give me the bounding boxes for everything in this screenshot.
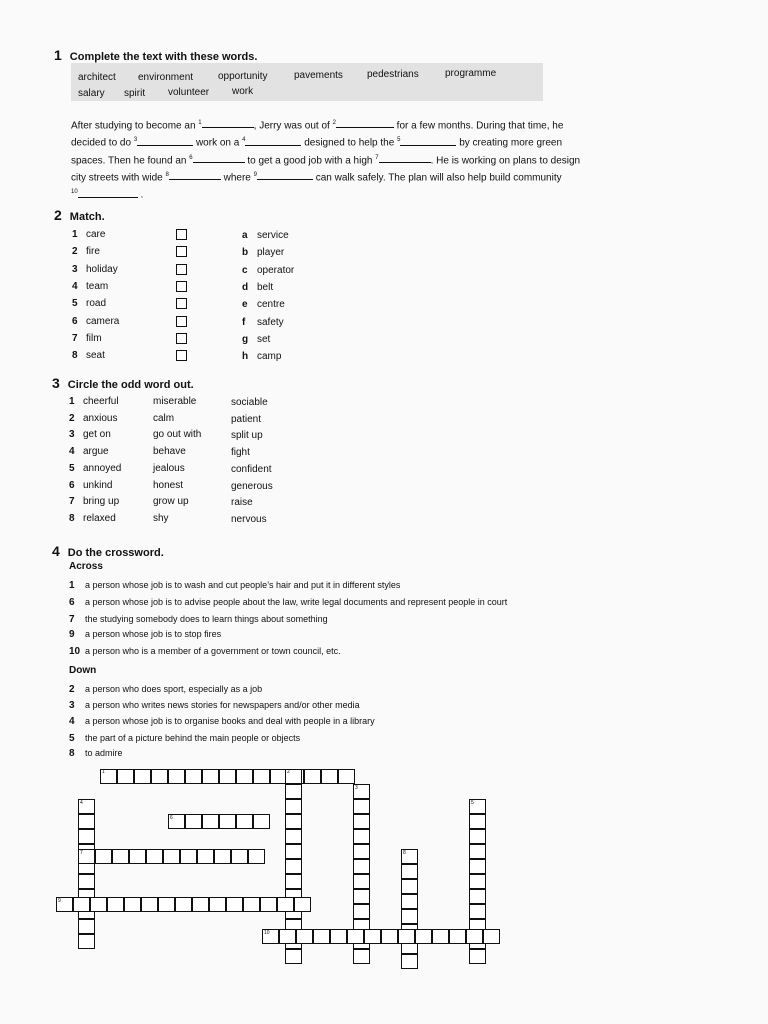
clue-text: a person whose job is to stop fires	[85, 629, 222, 639]
match-left-number: 5	[72, 298, 78, 310]
crossword-cell[interactable]	[353, 874, 370, 889]
crossword-cell-number: 6	[170, 815, 173, 821]
clue-number: 6	[69, 597, 75, 608]
crossword-cell[interactable]	[185, 769, 202, 784]
word-option[interactable]: generous	[231, 480, 273, 492]
crossword-cell[interactable]	[236, 769, 253, 784]
crossword-cell[interactable]	[134, 769, 151, 784]
crossword-cell[interactable]	[219, 769, 236, 784]
crossword-cell[interactable]	[353, 829, 370, 844]
crossword-cell[interactable]	[466, 929, 483, 944]
match-right-word: operator	[257, 264, 295, 276]
match-left-number: 8	[72, 350, 78, 362]
match-right-word: centre	[257, 299, 285, 311]
match-right-word: player	[257, 247, 285, 259]
match-answer-box[interactable]	[176, 298, 187, 309]
match-right-letter: f	[242, 316, 246, 328]
crossword-cell[interactable]	[231, 849, 248, 864]
gap-number: 3	[133, 137, 138, 144]
gap-blank[interactable]	[336, 119, 394, 128]
crossword-cell[interactable]	[347, 929, 364, 944]
match-answer-box[interactable]	[176, 316, 187, 327]
crossword-cell[interactable]	[285, 874, 302, 889]
crossword-cell[interactable]	[78, 919, 95, 934]
crossword-cell[interactable]	[277, 897, 294, 912]
crossword-cell-number: 8	[403, 850, 406, 856]
clue-text: a person whose job is to organise books and deal with people in a library	[85, 716, 375, 726]
crossword-cell-number: 4	[80, 800, 83, 806]
crossword-cell[interactable]	[401, 954, 418, 969]
match-right-letter: c	[242, 264, 248, 276]
word-option[interactable]: patient	[231, 413, 262, 425]
word-option[interactable]: nervous	[231, 513, 267, 525]
word-option[interactable]: shy	[153, 512, 169, 524]
gap-blank[interactable]	[245, 137, 301, 146]
clue-number: 4	[69, 716, 75, 727]
word-bank-item: pavements	[294, 70, 343, 81]
section-1-heading	[54, 47, 257, 63]
match-right-letter: d	[242, 281, 249, 293]
crossword-cell[interactable]	[260, 897, 277, 912]
clue-number: 10	[69, 646, 81, 657]
word-option[interactable]: anxious	[83, 412, 118, 424]
crossword-cell[interactable]	[236, 814, 253, 829]
row-number: 4	[69, 446, 75, 458]
section-title: Match.	[69, 211, 105, 223]
crossword-cell[interactable]	[469, 814, 486, 829]
crossword-cell-number: 5	[471, 800, 474, 806]
crossword-cell[interactable]	[226, 897, 243, 912]
clue-text: the studying somebody does to learn things about something	[85, 614, 328, 624]
row-number: 8	[69, 512, 75, 524]
gap-number: 5	[397, 137, 401, 144]
crossword-cell[interactable]	[146, 849, 163, 864]
match-right-letter: b	[242, 247, 249, 259]
match-left-number: 2	[72, 246, 78, 258]
word-bank-item: pedestrians	[367, 69, 419, 80]
crossword-cell[interactable]	[381, 929, 398, 944]
crossword-cell[interactable]	[313, 929, 330, 944]
crossword-cell[interactable]	[401, 894, 418, 909]
row-number: 3	[69, 429, 75, 441]
crossword-cell[interactable]	[151, 769, 168, 784]
crossword-cell[interactable]	[296, 929, 313, 944]
crossword-cell-number: 3	[355, 785, 358, 791]
across-label: Across	[69, 561, 103, 572]
crossword-cell[interactable]	[197, 849, 214, 864]
crossword-cell[interactable]	[117, 769, 134, 784]
crossword-cell-number: 9	[58, 898, 61, 904]
crossword-cell[interactable]	[202, 769, 219, 784]
crossword-cell[interactable]	[112, 849, 129, 864]
crossword-cell[interactable]	[158, 897, 175, 912]
match-right-word: safety	[257, 316, 284, 328]
gap-number: 4	[242, 137, 246, 144]
row-number: 1	[69, 396, 75, 407]
crossword-cell[interactable]	[469, 949, 486, 964]
gap-blank[interactable]	[202, 119, 254, 128]
crossword-cell[interactable]	[192, 897, 209, 912]
word-option[interactable]: behave	[153, 446, 186, 458]
match-answer-box[interactable]	[176, 229, 187, 240]
section-title: Do the crossword.	[67, 547, 164, 559]
crossword-cell[interactable]	[163, 849, 180, 864]
match-right-letter: g	[242, 333, 249, 345]
row-number: 6	[69, 479, 75, 491]
clue-text: a person whose job is to wash and cut people’s hair and put it in different styles	[85, 580, 401, 590]
crossword-cell[interactable]	[202, 814, 219, 829]
match-right-word: set	[257, 333, 271, 345]
crossword-cell[interactable]	[285, 799, 302, 814]
crossword-cell-number: 10	[264, 930, 270, 936]
gap-blank[interactable]	[193, 154, 245, 163]
gap-number: 9	[253, 171, 257, 178]
word-bank-item: opportunity	[218, 71, 268, 82]
word-bank	[71, 63, 543, 101]
crossword-cell[interactable]	[180, 849, 197, 864]
gap-number: 7	[375, 154, 379, 161]
clue-number: 5	[69, 733, 75, 744]
clue-number: 9	[69, 629, 75, 640]
word-option[interactable]: cheerful	[83, 396, 119, 407]
crossword-cell[interactable]	[214, 849, 231, 864]
crossword-cell[interactable]	[469, 889, 486, 904]
crossword-cell-number: 2	[287, 769, 290, 775]
crossword-cell[interactable]	[243, 897, 260, 912]
match-left-word: care	[86, 229, 106, 240]
crossword-cell-number: 1	[102, 769, 105, 775]
match-left-word: team	[86, 280, 109, 292]
clue-number: 7	[69, 614, 75, 625]
crossword-cell[interactable]	[294, 897, 311, 912]
match-answer-box[interactable]	[176, 350, 187, 361]
section-4-heading	[52, 543, 164, 559]
word-option[interactable]: grow up	[153, 496, 189, 508]
match-right-word: belt	[257, 281, 274, 293]
crossword-cell[interactable]	[330, 929, 347, 944]
crossword-cell-number: 7	[80, 850, 83, 856]
crossword-cell[interactable]	[321, 769, 338, 784]
match-answer-box[interactable]	[176, 281, 187, 292]
gap-blank[interactable]	[400, 137, 456, 146]
section-number: 3	[52, 375, 60, 391]
crossword-cell[interactable]	[353, 889, 370, 904]
match-answer-box[interactable]	[176, 264, 187, 275]
clue-number: 2	[69, 684, 75, 695]
word-option[interactable]: raise	[231, 497, 253, 509]
text-line: After studying to become an $^1$ , Jerry was out of $^2$ for a few months. During that time, he	[71, 120, 564, 132]
match-left-word: fire	[86, 246, 100, 258]
crossword-cell[interactable]	[78, 814, 95, 829]
crossword-cell[interactable]	[95, 849, 112, 864]
crossword-cell[interactable]	[209, 897, 226, 912]
match-answer-box[interactable]	[176, 246, 187, 257]
crossword-cell[interactable]	[285, 814, 302, 829]
word-option[interactable]: get on	[83, 429, 111, 441]
word-bank-item: architect	[78, 72, 116, 83]
crossword-cell[interactable]	[469, 904, 486, 919]
crossword-cell[interactable]	[432, 929, 449, 944]
section-3-heading	[52, 375, 194, 391]
section-2-heading	[54, 207, 105, 223]
word-option[interactable]: argue	[83, 446, 109, 458]
crossword-cell[interactable]	[90, 897, 107, 912]
row-number: 7	[69, 496, 75, 508]
clue-text: a person whose job is to advise people about the law, write legal documents and represent people in court	[85, 597, 508, 607]
clue-text: a person who does sport, especially as a job	[85, 684, 263, 694]
clue-text: a person who is a member of a government or town council, etc.	[85, 646, 341, 656]
crossword-cell[interactable]	[469, 829, 486, 844]
clue-number: 3	[69, 700, 75, 711]
crossword-cell[interactable]	[469, 844, 486, 859]
crossword-cell[interactable]	[175, 897, 192, 912]
word-option[interactable]: calm	[153, 412, 175, 424]
row-number: 2	[69, 412, 75, 424]
crossword-cell[interactable]	[364, 929, 381, 944]
gap-fill-text	[71, 116, 631, 203]
clue-number: 1	[69, 580, 75, 591]
match-left-word: holiday	[86, 263, 118, 275]
gap-number: 6	[189, 154, 193, 161]
word-option[interactable]: jealous	[153, 462, 185, 474]
match-right-word: camp	[257, 351, 282, 363]
gap-blank[interactable]	[257, 171, 313, 180]
match-right-letter: a	[242, 230, 248, 241]
word-option[interactable]: relaxed	[83, 512, 116, 524]
text-line: city streets with wide $^8$ where $^9$ can walk safely. The plan will also help build community	[71, 171, 562, 184]
word-option[interactable]: bring up	[83, 496, 120, 508]
gap-number: 10	[71, 189, 78, 196]
crossword-cell[interactable]	[398, 929, 415, 944]
text-line: $^{10}$ .	[71, 189, 144, 201]
crossword-cell[interactable]	[78, 934, 95, 949]
crossword-cell[interactable]	[353, 904, 370, 919]
gap-number: 2	[332, 120, 336, 126]
match-left-word: seat	[86, 350, 105, 362]
crossword-cell[interactable]	[469, 859, 486, 874]
crossword-cell[interactable]	[401, 909, 418, 924]
section-title: Complete the text with these words.	[69, 51, 258, 63]
crossword-cell[interactable]	[78, 829, 95, 844]
row-number: 5	[69, 462, 75, 474]
crossword-cell[interactable]	[124, 897, 141, 912]
crossword-cell[interactable]	[285, 859, 302, 874]
crossword-cell[interactable]	[338, 769, 355, 784]
crossword-cell[interactable]	[279, 929, 296, 944]
word-option[interactable]: confident	[231, 463, 272, 475]
word-bank-item: salary	[78, 88, 105, 99]
section-number: 1	[54, 47, 62, 63]
crossword-cell[interactable]	[141, 897, 158, 912]
word-bank-item: volunteer	[168, 87, 210, 98]
word-bank-item: work	[232, 86, 254, 97]
crossword-cell[interactable]	[401, 864, 418, 879]
match-left-word: road	[86, 298, 107, 310]
match-left-word: camera	[86, 315, 120, 327]
crossword-cell[interactable]	[353, 859, 370, 874]
section-number: 4	[52, 543, 60, 559]
crossword-cell[interactable]	[168, 769, 185, 784]
word-bank-item: programme	[445, 68, 497, 79]
match-left-number: 1	[72, 229, 78, 240]
word-option[interactable]: fight	[231, 447, 250, 459]
clue-number: 8	[69, 748, 75, 759]
crossword-cell[interactable]	[415, 929, 432, 944]
crossword-cell[interactable]	[285, 949, 302, 964]
match-right-letter: e	[242, 299, 248, 311]
down-label: Down	[69, 665, 97, 676]
word-option[interactable]: go out with	[153, 429, 202, 441]
clue-text: to admire	[85, 748, 123, 758]
crossword-cell[interactable]	[285, 784, 302, 799]
crossword-cell[interactable]	[401, 879, 418, 894]
crossword-cell[interactable]	[304, 769, 321, 784]
gap-blank[interactable]	[137, 137, 193, 146]
gap-number: 1	[198, 120, 202, 126]
word-option[interactable]: unkind	[83, 479, 113, 491]
word-bank-item: environment	[138, 72, 194, 83]
word-option[interactable]: split up	[231, 430, 263, 442]
crossword-cell[interactable]	[469, 874, 486, 889]
word-option[interactable]: sociable	[231, 397, 268, 408]
gap-blank[interactable]	[379, 154, 431, 163]
crossword-cell[interactable]	[219, 814, 236, 829]
match-left-number: 7	[72, 332, 78, 344]
word-option[interactable]: honest	[153, 479, 184, 491]
crossword-cell[interactable]	[253, 814, 270, 829]
crossword-cell[interactable]	[129, 849, 146, 864]
clue-text: a person who writes news stories for newspapers and/or other media	[85, 700, 360, 710]
crossword-cell[interactable]	[353, 844, 370, 859]
text-line: spaces. Then he found an $^6$ to get a good job with a high $^7$ . He is working on plans to design	[71, 154, 581, 166]
crossword-cell[interactable]	[185, 814, 202, 829]
crossword-cell[interactable]	[78, 874, 95, 889]
clue-text: the part of a picture behind the main people or objects	[85, 733, 301, 743]
crossword-cell[interactable]	[248, 849, 265, 864]
crossword-cell[interactable]	[353, 814, 370, 829]
crossword-cell[interactable]	[285, 829, 302, 844]
word-bank-item: spirit	[124, 88, 146, 99]
match-left-number: 3	[72, 263, 78, 275]
gap-blank[interactable]	[78, 189, 138, 198]
crossword-cell[interactable]	[73, 897, 90, 912]
match-left-word: film	[86, 332, 102, 344]
gap-number: 8	[165, 171, 169, 178]
crossword-cell[interactable]	[483, 929, 500, 944]
crossword-cell[interactable]	[107, 897, 124, 912]
crossword-cell[interactable]	[449, 929, 466, 944]
crossword-cell[interactable]	[253, 769, 270, 784]
gap-blank[interactable]	[169, 171, 221, 180]
word-option[interactable]: miserable	[153, 396, 197, 407]
match-left-number: 4	[72, 280, 78, 292]
section-title: Circle the odd word out.	[67, 379, 194, 391]
section-number: 2	[54, 207, 62, 223]
match-right-letter: h	[242, 351, 249, 363]
crossword-cell[interactable]	[285, 844, 302, 859]
match-answer-box[interactable]	[176, 333, 187, 344]
crossword-cell[interactable]	[353, 799, 370, 814]
word-option[interactable]: annoyed	[83, 462, 122, 474]
match-right-word: service	[257, 230, 289, 241]
crossword-cell[interactable]	[353, 949, 370, 964]
match-left-number: 6	[72, 315, 78, 327]
text-line: decided to do $^3$ work on a $^4$ designed to help the $^5$ by creating more green	[71, 137, 563, 149]
